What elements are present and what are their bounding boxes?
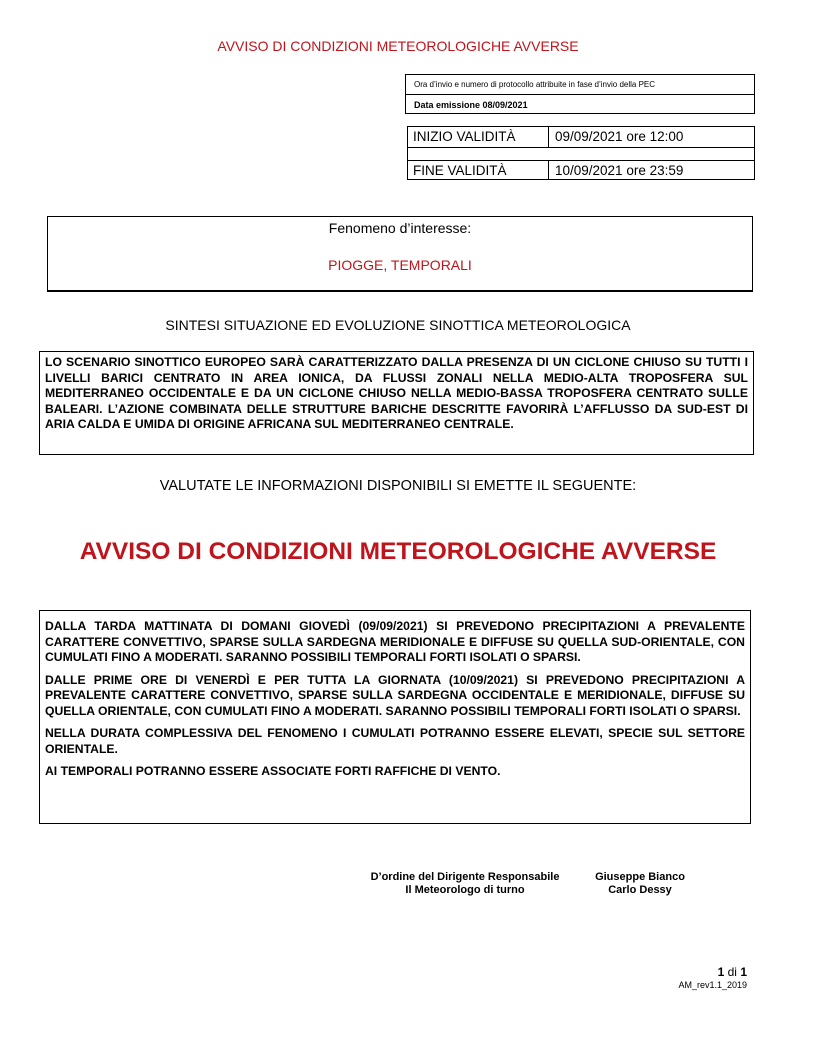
validity-start-label: INIZIO VALIDITÀ xyxy=(408,127,548,148)
warning-text-box xyxy=(39,610,751,824)
signature-role-1: D’ordine del Dirigente Responsabile xyxy=(370,871,560,883)
signature-name-2: Carlo Dessy xyxy=(608,884,672,896)
warning-paragraph: AI TEMPORALI POTRANNO ESSERE ASSOCIATE FORTI RAFFICHE DI VENTO. xyxy=(45,764,501,778)
signature-names xyxy=(580,871,700,897)
warning-paragraph: DALLA TARDA MATTINATA DI DOMANI GIOVEDÌ (09/09/2021) SI PREVEDONO PRECIPITAZIONI A PREVALENTE CARATTERE CONVETTIVO, SPARSE SULLA SARDEGNA MERIDIONALE E DIFFUSE SU QUELLA SUD-ORIENTALE, CON CUMULATI FINO A MODERATI. SARANNO POSSIBILI TEMPORALI FORTI ISOLATI O SPARSI. xyxy=(45,619,745,664)
phenomenon-box xyxy=(47,216,753,292)
validity-start-value: 09/09/2021 ore 12:00 xyxy=(549,127,755,148)
validity-end-value: 10/09/2021 ore 23:59 xyxy=(549,160,755,180)
warning-heading: AVVISO DI CONDIZIONI METEOROLOGICHE AVVERSE xyxy=(79,538,717,565)
pec-info-box xyxy=(405,74,755,114)
pec-note: Ora d’invio e numero di protocollo attribuite in fase d’invio della PEC xyxy=(406,75,754,95)
signature-roles xyxy=(330,871,600,897)
document-title: AVVISO DI CONDIZIONI METEOROLOGICHE AVVERSE xyxy=(217,38,579,54)
synoptic-heading: SINTESI SITUAZIONE ED EVOLUZIONE SINOTTICA METEOROLOGICA xyxy=(165,317,631,333)
form-code: AM_rev1.1_2019 xyxy=(678,980,747,990)
warning-paragraph: DALLE PRIME ORE DI VENERDÌ E PER TUTTA LA GIORNATA (10/09/2021) SI PREVEDONO PRECIPITAZIONI A PREVALENTE CARATTERE CONVETTIVO, SPARSE SULLA SARDEGNA OCCIDENTALE E MERIDIONALE, DIFFUSE SU QUELLA ORIENTALE, CON CUMULATI FINO A MODERATI. SARANNO POSSIBILI TEMPORALI FORTI ISOLATI O SPARSI. xyxy=(45,672,745,718)
synoptic-text-box xyxy=(39,351,754,455)
page-total: 1 xyxy=(740,965,747,979)
validity-end-label: FINE VALIDITÀ xyxy=(408,160,548,180)
phenomenon-label: Fenomeno d’interesse: xyxy=(328,220,472,236)
validity-divider xyxy=(548,160,549,180)
signature-role-2: Il Meteorologo di turno xyxy=(405,884,525,896)
evaluation-statement: VALUTATE LE INFORMAZIONI DISPONIBILI SI EMETTE IL SEGUENTE: xyxy=(159,478,637,494)
validity-divider xyxy=(548,127,549,148)
validity-gap xyxy=(408,148,754,160)
page-current: 1 xyxy=(717,965,725,979)
warning-paragraph: NELLA DURATA COMPLESSIVA DEL FENOMENO I CUMULATI POTRANNO ESSERE ELEVATI, SPECIE SUL SETTORE ORIENTALE. xyxy=(45,726,745,756)
page-separator: di xyxy=(727,965,737,979)
emission-date: Data emissione 08/09/2021 xyxy=(414,100,528,110)
phenomenon-value: PIOGGE, TEMPORALI xyxy=(328,257,472,273)
signature-name-1: Giuseppe Bianco xyxy=(595,871,685,883)
page-number xyxy=(600,965,747,979)
synoptic-text: LO SCENARIO SINOTTICO EUROPEO SARÀ CARATTERIZZATO DALLA PRESENZA DI UN CICLONE CHIUSO SU TUTTI I LIVELLI BARICI CENTRATO IN AREA IONICA, DA FLUSSI ZONALI NELLA MEDIO-ALTA TROPOSFERA SUL MEDITERRANEO OCCIDENTALE E DA UN CICLONE CHIUSO NELLA MEDIO-BASSA TROPOSFERA CENTRATO SULLE BALEARI. L’AZIONE COMBINATA DELLE STRUTTURE BARICHE DESCRITTE FAVORIRÀ L’AFFLUSSO DA SUD-EST DI ARIA CALDA E UMIDA DI ORIGINE AFRICANA SUL MEDITERRANEO CENTRALE. xyxy=(45,355,748,431)
validity-table xyxy=(407,126,755,180)
